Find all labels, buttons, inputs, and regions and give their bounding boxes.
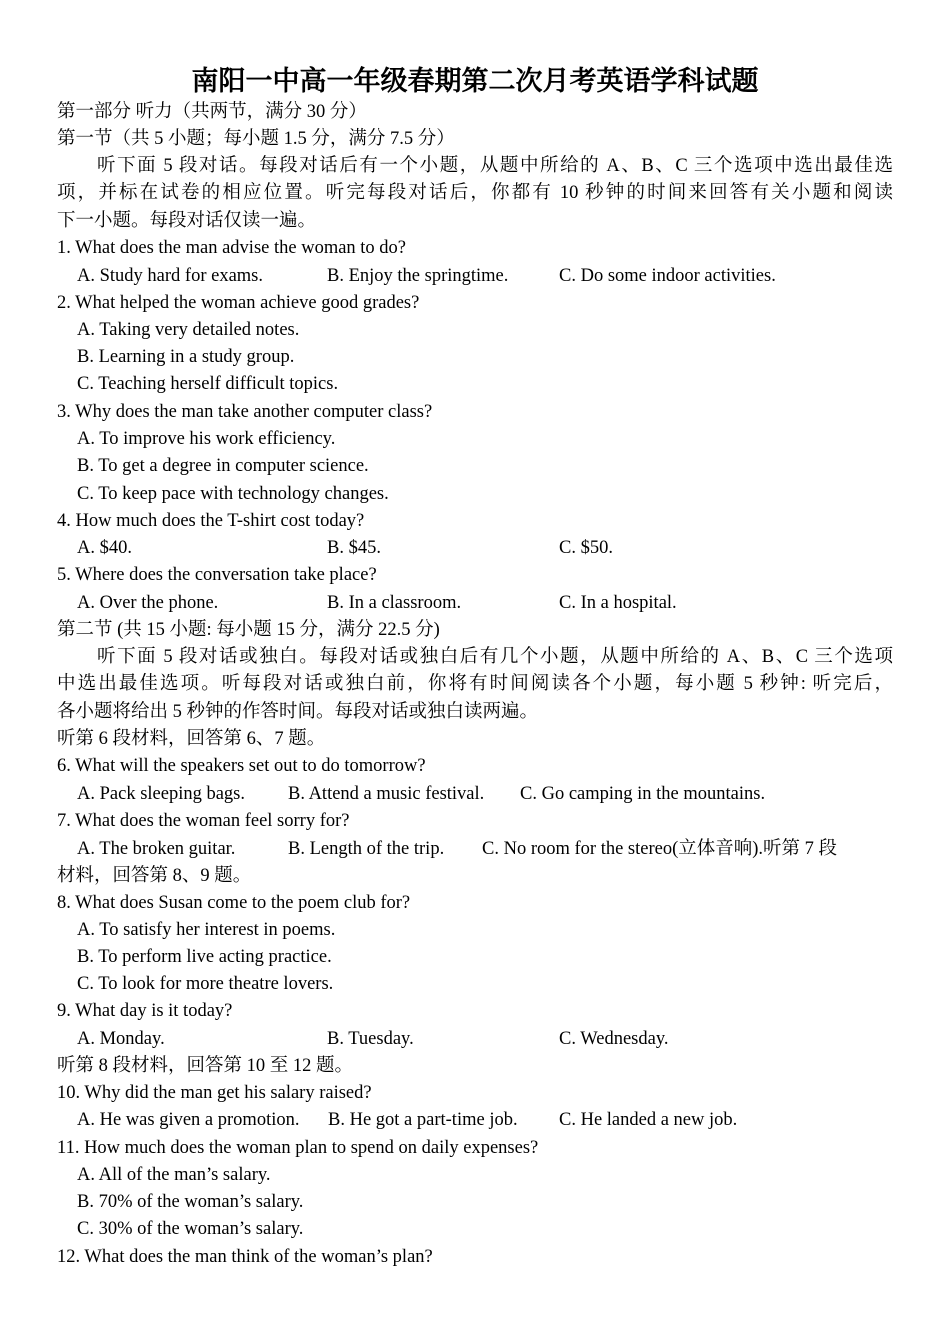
question-1-stem: 1. What does the man advise the woman to do?: [57, 238, 407, 258]
question-8-option-a: A. To satisfy her interest in poems.: [77, 920, 336, 940]
question-4-option-c: C. $50.: [559, 538, 613, 558]
question-7-option-b: B. Length of the trip.: [288, 839, 445, 859]
question-11-option-a: A. All of the man’s salary.: [77, 1165, 271, 1185]
question-6-stem: 6. What will the speakers set out to do tomorrow?: [57, 756, 426, 776]
question-9-stem: 9. What day is it today?: [57, 1001, 233, 1021]
section2-instructions-line3: 各小题将给出 5 秒钟的作答时间。每段对话或独白读两遍。: [57, 702, 539, 722]
question-3-option-c: C. To keep pace with technology changes.: [77, 484, 389, 504]
question-2-option-c: C. Teaching herself difficult topics.: [77, 374, 339, 394]
question-3-option-a: A. To improve his work efficiency.: [77, 429, 336, 449]
question-1-option-a: A. Study hard for exams.: [77, 266, 263, 286]
question-2-stem: 2. What helped the woman achieve good grades?: [57, 293, 420, 313]
question-6-option-b: B. Attend a music festival.: [288, 784, 485, 804]
material-7-note: 材料，回答第 8、9 题。: [57, 866, 252, 886]
question-5-option-b: B. In a classroom.: [327, 593, 462, 613]
question-5-option-c: C. In a hospital.: [559, 593, 677, 613]
question-11-stem: 11. How much does the woman plan to spend on daily expenses?: [57, 1138, 539, 1158]
question-6-option-a: A. Pack sleeping bags.: [77, 784, 246, 804]
question-9-option-a: A. Monday.: [77, 1029, 165, 1049]
question-7-option-c: C. No room for the stereo(立体音响).听第 7 段: [482, 839, 838, 859]
question-8-stem: 8. What does Susan come to the poem club for?: [57, 893, 411, 913]
section1-instructions-line2: 项，并标在试卷的相应位置。听完每段对话后，你都有 10 秒钟的时间来回答有关小题和阅读: [57, 183, 893, 203]
question-9-option-c: C. Wednesday.: [559, 1029, 669, 1049]
section2-instructions-line2: 中选出最佳选项。听每段对话或独白前，你将有时间阅读各个小题，每小题 5 秒钟: 听完后，: [57, 674, 893, 694]
exam-title: 南阳一中高一年级春期第二次月考英语学科试题: [191, 66, 759, 97]
question-9-option-b: B. Tuesday.: [327, 1029, 414, 1049]
question-8-option-c: C. To look for more theatre lovers.: [77, 974, 334, 994]
question-1-option-c: C. Do some indoor activities.: [559, 266, 776, 286]
question-2-option-b: B. Learning in a study group.: [77, 347, 295, 367]
section1-heading: 第一节（共 5 小题；每小题 1.5 分，满分 7.5 分）: [57, 129, 455, 149]
section1-instructions-line3: 下一小题。每段对话仅读一遍。: [57, 211, 317, 231]
question-4-stem: 4. How much does the T-shirt cost today?: [57, 511, 365, 531]
section2-instructions-line1: 听下面 5 段对话或独白。每段对话或独白后有几个小题，从题中所给的 A、B、C 三个选项: [97, 647, 893, 667]
question-10-option-b: B. He got a part-time job.: [328, 1110, 518, 1130]
section1-instructions-line1: 听下面 5 段对话。每段对话后有一个小题，从题中所给的 A、B、C 三个选项中选出最佳选: [97, 156, 893, 176]
part1-heading: 第一部分 听力（共两节，满分 30 分）: [57, 102, 367, 122]
section2-heading: 第二节 (共 15 小题: 每小题 15 分，满分 22.5 分): [57, 620, 440, 640]
question-4-option-a: A. $40.: [77, 538, 132, 558]
question-7-stem: 7. What does the woman feel sorry for?: [57, 811, 350, 831]
question-5-option-a: A. Over the phone.: [77, 593, 219, 613]
question-1-option-b: B. Enjoy the springtime.: [327, 266, 509, 286]
question-6-option-c: C. Go camping in the mountains.: [520, 784, 766, 804]
question-7-option-a: A. The broken guitar.: [77, 839, 236, 859]
question-3-option-b: B. To get a degree in computer science.: [77, 456, 369, 476]
question-10-option-c: C. He landed a new job.: [559, 1110, 738, 1130]
question-3-stem: 3. Why does the man take another computer class?: [57, 402, 433, 422]
question-5-stem: 5. Where does the conversation take place?: [57, 565, 377, 585]
question-10-stem: 10. Why did the man get his salary raised?: [57, 1083, 372, 1103]
question-11-option-b: B. 70% of the woman’s salary.: [77, 1192, 304, 1212]
question-12-stem: 12. What does the man think of the woman’s plan?: [57, 1247, 433, 1267]
question-8-option-b: B. To perform live acting practice.: [77, 947, 332, 967]
question-4-option-b: B. $45.: [327, 538, 381, 558]
material-6-note: 听第 6 段材料，回答第 6、7 题。: [57, 729, 326, 749]
material-8-note: 听第 8 段材料，回答第 10 至 12 题。: [57, 1056, 354, 1076]
question-2-option-a: A. Taking very detailed notes.: [77, 320, 300, 340]
question-10-option-a: A. He was given a promotion.: [77, 1110, 300, 1130]
question-11-option-c: C. 30% of the woman’s salary.: [77, 1219, 304, 1239]
